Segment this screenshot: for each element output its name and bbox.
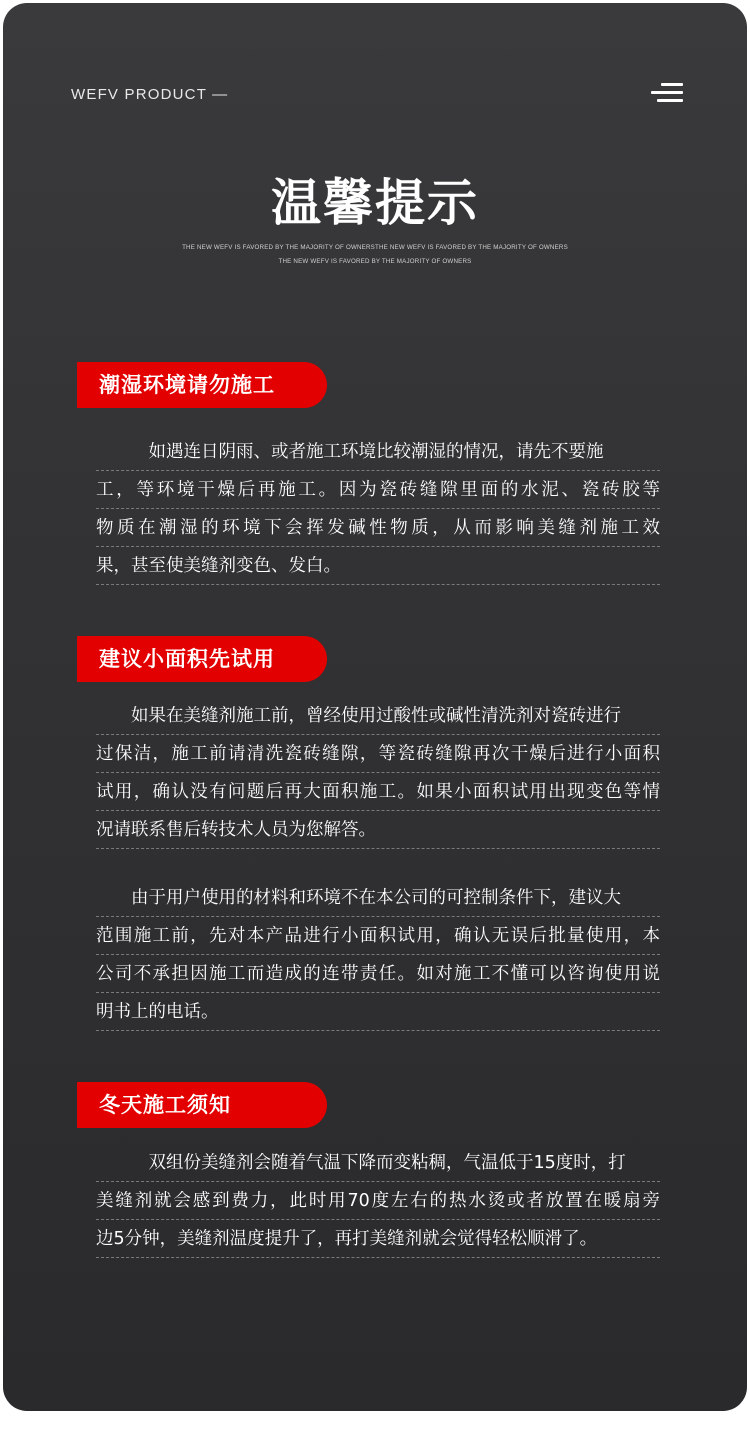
brand-label: WEFV PRODUCT — [71, 86, 229, 103]
text-line: 公司不承担因施工而造成的连带责任。如对施工不懂可以咨询使用说 [96, 955, 660, 993]
text-line: 过保洁，施工前请清洗瓷砖缝隙，等瓷砖缝隙再次干燥后进行小面积 [96, 735, 660, 773]
menu-bar [657, 99, 683, 102]
paragraph-humid [96, 433, 660, 585]
section-heading-winter: 冬天施工须知 [77, 1082, 327, 1128]
text-line: 明书上的电话。 [96, 993, 660, 1031]
page-title: 温馨提示 [271, 174, 479, 232]
paragraph-trial-1 [96, 697, 660, 849]
text-line: 试用，确认没有问题后再大面积施工。如果小面积试用出现变色等情 [96, 773, 660, 811]
text-line: 美缝剂就会感到费力，此时用70度左右的热水烫或者放置在暖扇旁 [96, 1182, 660, 1220]
text-line: 如遇连日阴雨、或者施工环境比较潮湿的情况，请先不要施 [96, 433, 660, 471]
section-heading-humid: 潮湿环境请勿施工 [77, 362, 327, 408]
text-line: 边5分钟，美缝剂温度提升了，再打美缝剂就会觉得轻松顺滑了。 [96, 1220, 660, 1258]
paragraph-winter [96, 1144, 660, 1258]
menu-bar [651, 91, 683, 94]
text-line: 如果在美缝剂施工前，曾经使用过酸性或碱性清洗剂对瓷砖进行 [96, 697, 660, 735]
menu-icon[interactable] [651, 83, 683, 105]
paragraph-trial-2 [96, 879, 660, 1031]
text-line: 由于用户使用的材料和环境不在本公司的可控制条件下，建议大 [96, 879, 660, 917]
text-line: 物质在潮湿的环境下会挥发碱性物质，从而影响美缝剂施工效 [96, 509, 660, 547]
subtitle-line-2: THE NEW WEFV IS FAVORED BY THE MAJORITY OF OWNERS [278, 258, 472, 265]
text-line: 况请联系售后转技术人员为您解答。 [96, 811, 660, 849]
subtitle-line-1: THE NEW WEFV IS FAVORED BY THE MAJORITY OF OWNERSTHE NEW WEFV IS FAVORED BY THE MAJORITY OF OWNERS [182, 244, 568, 251]
menu-bar [661, 83, 683, 86]
text-line: 双组份美缝剂会随着气温下降而变粘稠，气温低于15度时，打 [96, 1144, 660, 1182]
text-line: 果，甚至使美缝剂变色、发白。 [96, 547, 660, 585]
text-line: 范围施工前，先对本产品进行小面积试用，确认无误后批量使用，本 [96, 917, 660, 955]
notice-card [3, 3, 747, 1411]
text-line: 工，等环境干燥后再施工。因为瓷砖缝隙里面的水泥、瓷砖胶等 [96, 471, 660, 509]
section-heading-trial: 建议小面积先试用 [77, 636, 327, 682]
